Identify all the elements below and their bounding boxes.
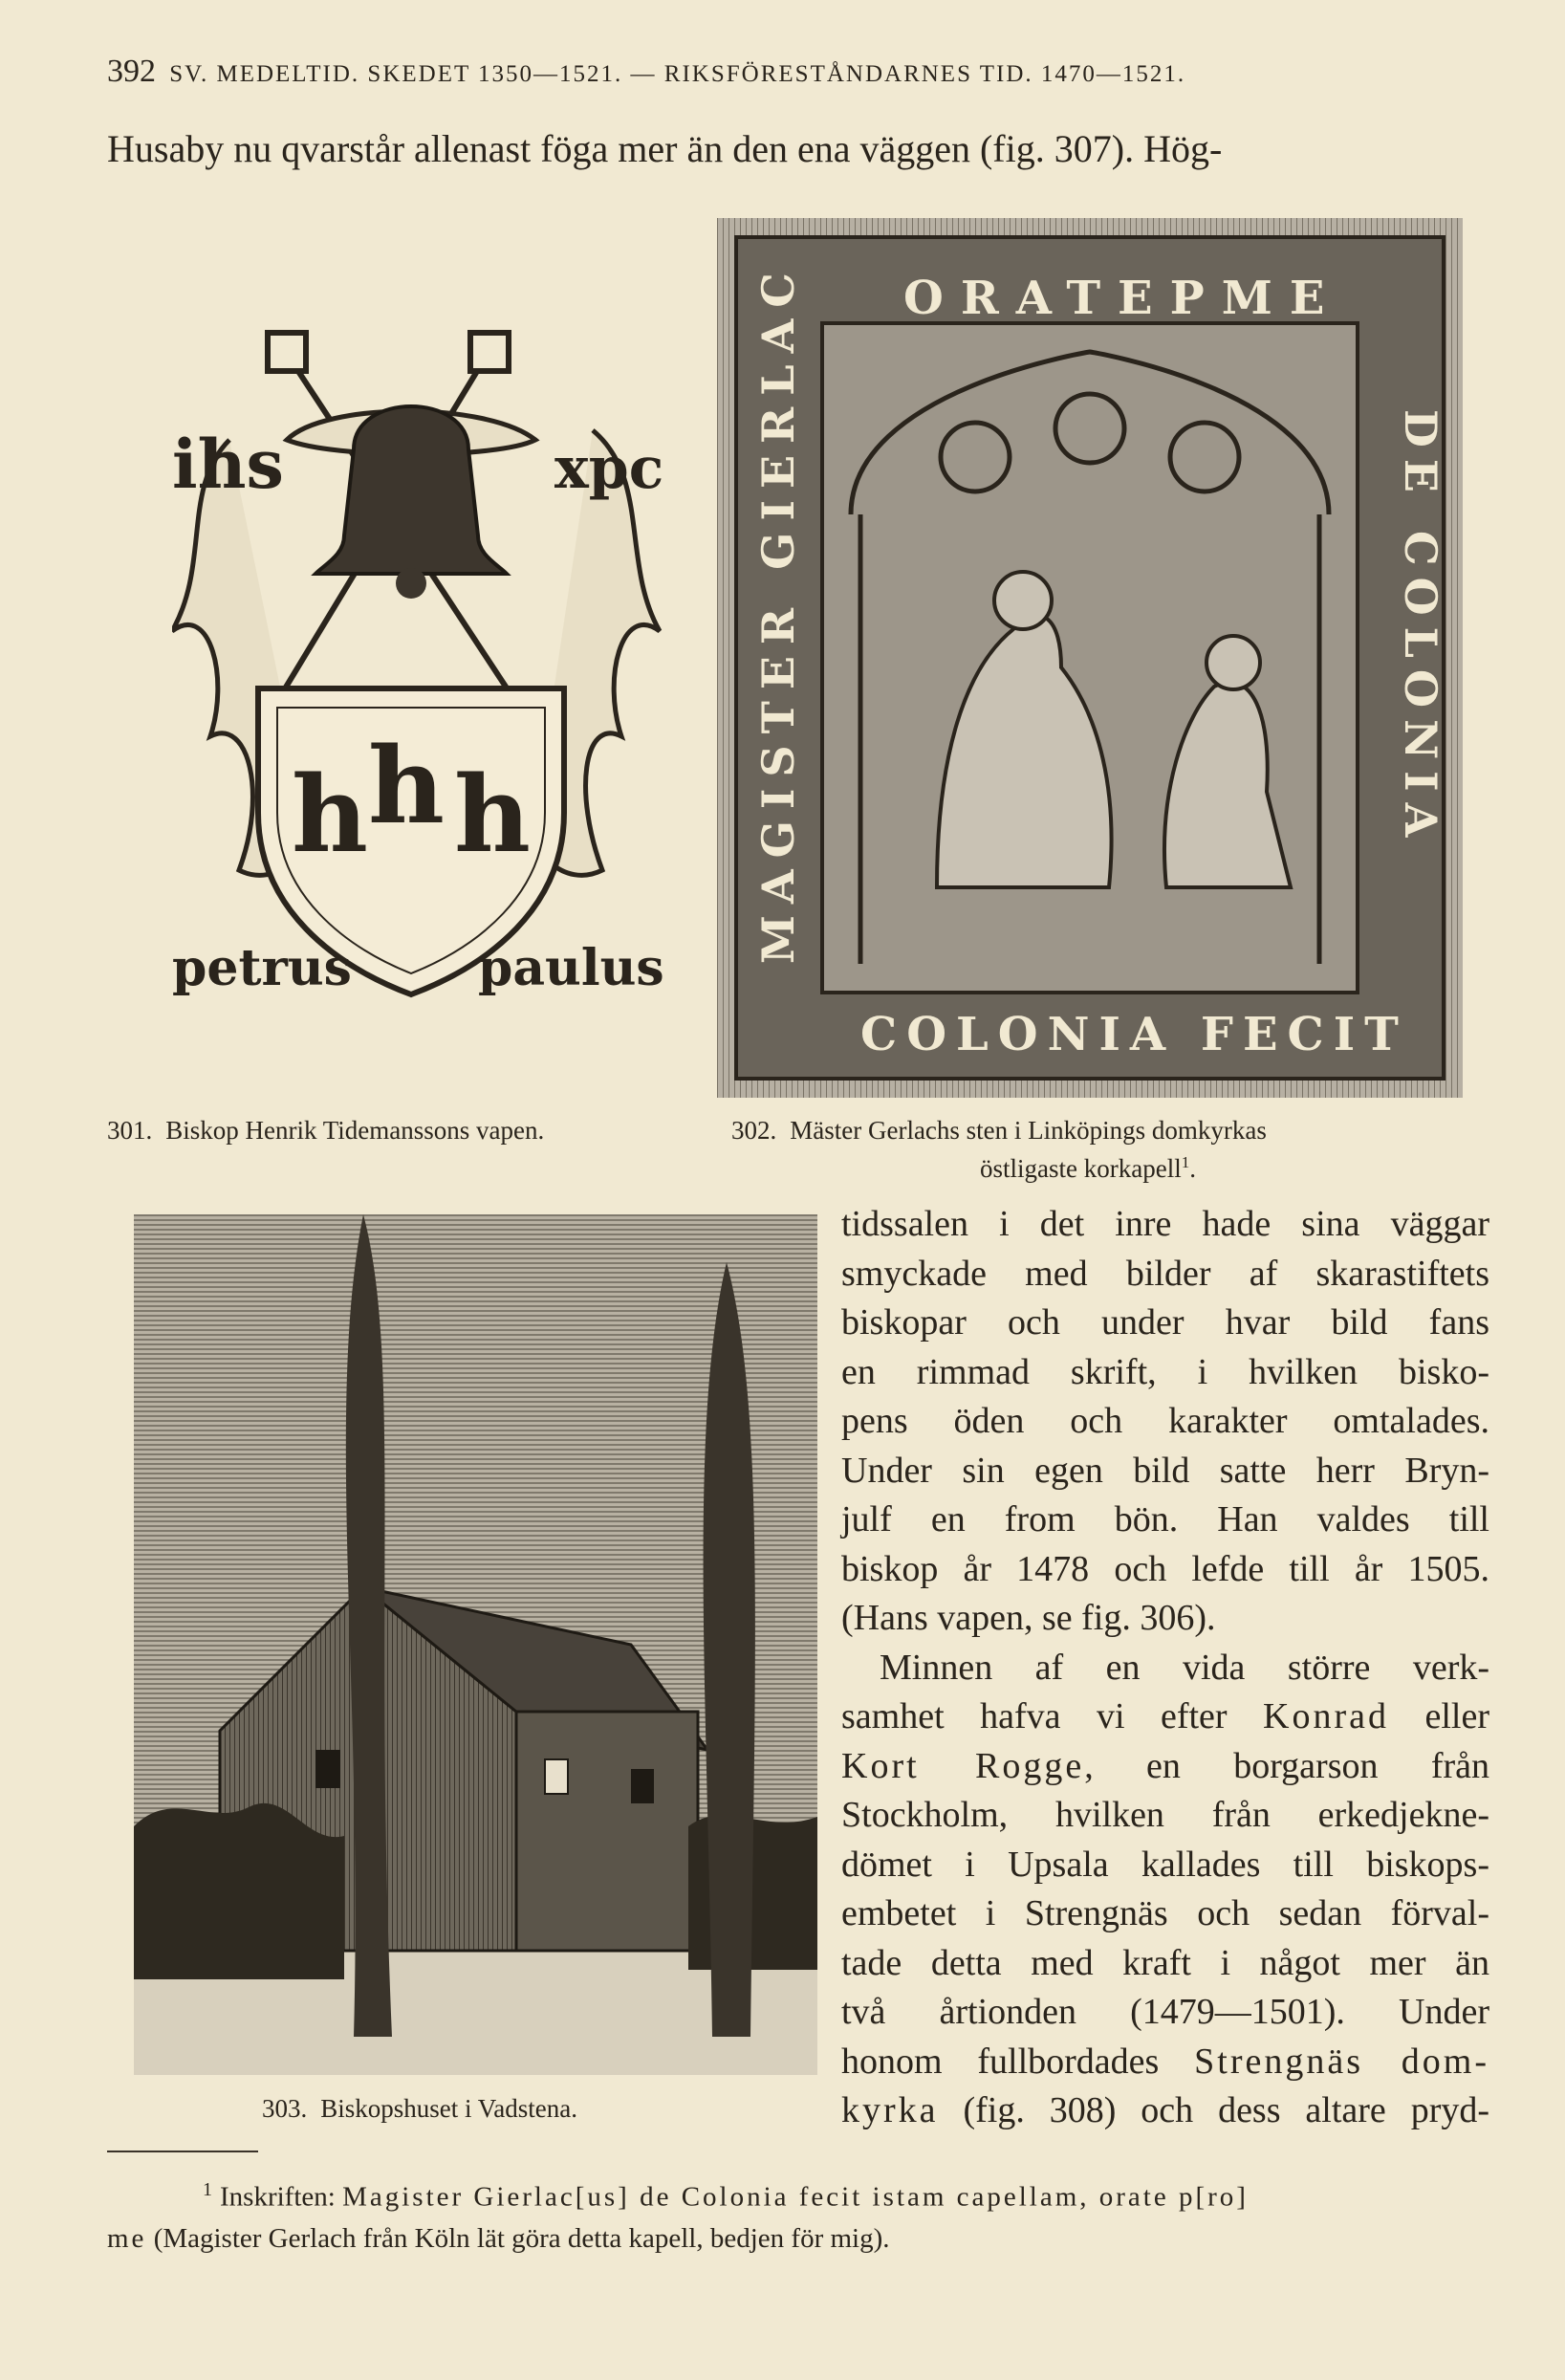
footnote-translation: (Magister Gerlach från Köln lät göra detta kapell, bedjen för mig). [153,2222,890,2254]
footnote-line-2 [107,2218,1493,2260]
body-text-span: (fig. 308) och dess altare pryd- [963,2090,1490,2130]
stone-inscription-top: ORATEPME [903,272,1342,325]
body-line: embetet i Strengnäs och sedan förval- [841,1893,1489,1933]
body-line: en rimmad skrift, i hvilken bisko- [841,1351,1489,1392]
body-text-column [841,1200,1489,2136]
body-text-span: eller [1424,1696,1489,1736]
footnote-label: Inskriften: [220,2181,336,2213]
person-name-kort-rogge: Kort Rogge [841,1745,1085,1786]
coat-of-arms-illustration [172,316,669,1023]
footnote-inscription-end: me [107,2222,147,2254]
fig-301-caption: Biskop Henrik Tidemanssons vapen. [165,1116,545,1145]
footnote-mark: 1 [203,2179,212,2200]
footnote [107,2170,1493,2260]
inscription-xpc: xpc [554,435,664,502]
figure-303-bishops-house [134,1214,817,2075]
word-kyrka: kyrka [841,2090,939,2130]
inscription-ihs: ihs [172,425,284,504]
body-line [841,1742,1489,1792]
fig-302-caption-end: . [1189,1154,1196,1183]
fig-303-caption: Biskopshuset i Vadstena. [320,2094,577,2123]
stone-inscription-bottom: COLONIA FECIT [860,1008,1408,1061]
inscription-petrus: petrus [172,939,352,997]
place-name-strengnas: Strengnäs dom- [1194,2041,1490,2082]
body-line [841,2038,1489,2087]
svg-text:h: h [454,753,531,876]
fig-302-number: 302. [731,1116,777,1145]
body-line [841,2086,1489,2136]
fig-302-caption-line1: Mäster Gerlachs sten i Linköpings domkyrkas [790,1116,1267,1145]
body-line: julf en from bön. Han valdes till [841,1499,1489,1539]
continued-text-line: Husaby nu qvarstår allenast föga mer än den ena väggen (fig. 307). Hög- [107,127,1223,170]
svg-text:h: h [292,753,368,876]
running-head [107,54,1493,90]
body-line: pens öden och karakter omtalades. [841,1401,1489,1441]
body-line: två årtionden (1479—1501). Under [841,1992,1489,2032]
footnote-inscription: Magister Gierlac[us] de Colonia fecit istam capellam, orate p[ro] [342,2181,1249,2213]
body-line: tidssalen i det inre hade sina väggar [841,1204,1489,1244]
body-line: (Hans vapen, se fig. 306). [841,1598,1216,1638]
fig-302-caption-line2: östligaste korkapell [980,1154,1182,1183]
figure-302-engraved-stone [717,218,1463,1098]
body-text-span: samhet hafva vi efter [841,1696,1228,1736]
body-line: Stockholm, hvilken från erkedjekne- [841,1795,1489,1835]
person-name-konrad: Konrad [1263,1696,1390,1736]
engraved-stone-illustration [717,218,1463,1098]
body-line: tade detta med kraft i något mer än [841,1942,1489,1983]
svg-text:MAGISTER GIERLAC: MAGISTER GIERLAC [752,261,804,964]
body-line: biskopar och under hvar bild fans [841,1302,1489,1343]
page-number: 392 [107,54,156,89]
body-text-span: , en borgarson från [1084,1745,1489,1786]
body-line: Under sin egen bild satte herr Bryn- [841,1450,1489,1491]
inscription-paulus: paulus [478,939,664,997]
svg-text:DE COLONIA: DE COLONIA [1395,409,1446,849]
fig-303-number: 303. [262,2094,308,2123]
body-line: smyckade med bilder af skarastiftets [841,1253,1489,1294]
body-line: Minnen af en vida större verk- [880,1647,1489,1688]
caption-fig-302-line2 [980,1146,1196,1185]
bishops-house-illustration [134,1214,817,2075]
body-line: dömet i Upsala kallades till biskops- [841,1844,1489,1885]
figure-301-coat-of-arms [172,316,669,1023]
running-title: SV. MEDELTID. SKEDET 1350—1521. — RIKSFÖRESTÅNDARNES TID. 1470—1521. [169,61,1186,87]
body-line [841,1692,1489,1742]
caption-fig-302 [731,1114,1267,1146]
body-text-span: honom fullbordades [841,2041,1160,2082]
svg-text:h: h [368,724,445,847]
body-line: biskop år 1478 och lefde till år 1505. [841,1548,1489,1589]
footnote-line-1 [107,2170,1493,2218]
caption-fig-303 [262,2092,577,2125]
fig-301-number: 301. [107,1116,153,1145]
fig-302-footnote-mark: 1 [1181,1153,1190,1171]
caption-fig-301 [107,1114,544,1146]
footnote-rule [107,2151,258,2152]
